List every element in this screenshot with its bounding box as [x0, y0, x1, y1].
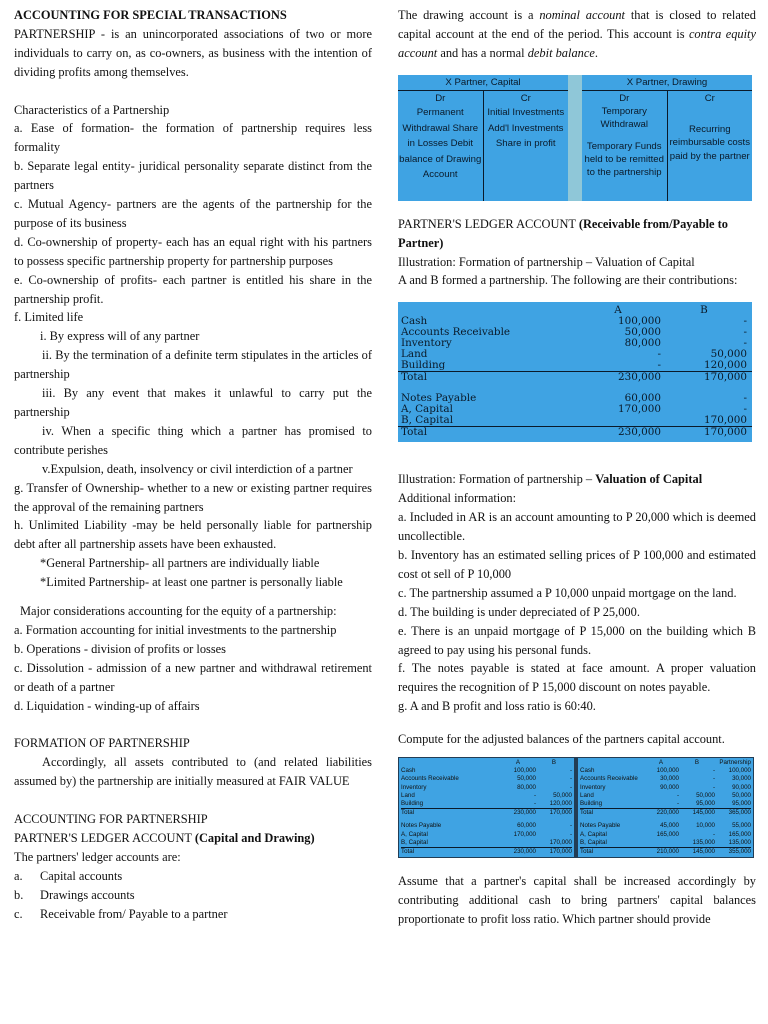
table-row: Notes Payable 45,000 10,000 55,000 — [580, 822, 751, 830]
left-column — [14, 6, 372, 923]
char-b: b. Separate legal entity- juridical personality separate distinct from the partners — [14, 159, 372, 193]
table-row: Building - 120,000 — [401, 800, 572, 808]
char-f-5: v.Expulsion, death, insolvency or civil interdiction of a partner — [42, 461, 353, 476]
table-row: Cash 100,000 - — [401, 315, 747, 328]
ledger-heading-capital: PARTNER'S LEDGER ACCOUNT (Capital and Drawing) — [14, 830, 315, 845]
table-total-row: Total 220,000 145,000 365,000 — [580, 809, 751, 817]
info-item-g: g. A and B profit and loss ratio is 60:40. — [398, 699, 596, 714]
char-h: h. Unlimited Liability -may be held personally liable for partnership debt after all partnership assets have been exhausted. — [14, 518, 372, 552]
major-c: c. Dissolution - admission of a new partner and withdrawal retirement or death of a partner — [14, 660, 372, 694]
drawing-dr-label: Dr — [619, 92, 630, 104]
t-accounts-table — [398, 75, 752, 201]
adjusted-balances-table — [398, 757, 754, 858]
table-total-row: Total 230,000 170,000 — [401, 848, 572, 856]
table-row: Accounts Receivable 50,000 - — [401, 775, 572, 783]
char-a: a. Ease of formation- the formation of partnership requires less formality — [14, 121, 372, 155]
char-d: d. Co-ownership of property- each has an equal right with his partners to possess specific partnership property for partnership purposes — [14, 234, 372, 268]
ledger-intro: The partners' ledger accounts are: — [14, 849, 181, 864]
formation-text: Accordingly, all assets contributed to (and related liabilities assumed by) the partnership are initially measured at FAIR VALUE — [14, 755, 372, 789]
table-total-row: Total 210,000 145,000 355,000 — [580, 848, 751, 856]
char-h-limited: *Limited Partnership- at least one partner is personally liable — [40, 575, 343, 590]
info-item-d: d. The building is under depreciated of P 25,000. — [398, 604, 640, 619]
table-row: Building - 120,000 — [401, 359, 747, 372]
table-row: B, Capital 170,000 — [401, 838, 572, 846]
document-title: ACCOUNTING FOR SPECIAL TRANSACTIONS — [14, 8, 287, 22]
major-d: d. Liquidation - winding-up of affairs — [14, 698, 200, 713]
drawing-account-paragraph: The drawing account is a nominal account that is closed to related capital account at the end of the period. This account is contra equity account and has a normal debit balance. — [398, 8, 756, 60]
ledger-list-item: a. Capital accounts — [14, 868, 123, 883]
table-row: Notes Payable 60,000 - — [401, 392, 747, 405]
major-b: b. Operations - division of profits or losses — [14, 641, 226, 656]
char-f-3: iii. By any event that makes it unlawful to carry put the partnership — [14, 386, 372, 420]
formation-heading: FORMATION OF PARTNERSHIP — [14, 736, 190, 751]
table-row: B, Capital 170,000 — [401, 414, 747, 427]
capital-cr-item: Add'l Investments — [488, 122, 564, 134]
char-h-general: *General Partnership- all partners are individually liable — [40, 556, 320, 571]
capital-t-account — [398, 75, 568, 201]
info-item-c: c. The partnership assumed a P 10,000 unpaid mortgage on the land. — [398, 585, 737, 600]
drawing-dr-item: Temporary Withdrawal — [600, 106, 648, 131]
table-row: Cash 100,000 - 100,000 — [580, 767, 751, 775]
drawing-dr-item: Temporary Funds held to be remitted to the partnership — [584, 140, 664, 178]
illustration-2-heading: Illustration: Formation of partnership – Valuation of Capital — [398, 472, 703, 487]
table-row: Cash 100,000 - — [401, 767, 572, 775]
char-f-4: iv. When a specific thing which a partner has promised to contribute perishes — [14, 423, 372, 457]
char-c: c. Mutual Agency- partners are the agents of the partnership for the purpose of its business — [14, 197, 372, 230]
info-item-e: e. There is an unpaid mortgage of P 15,000 on the building which B agreed to pay using his personal funds. — [398, 623, 756, 657]
info-item-a: a. Included in AR is an account amounting to P 20,000 which is deemed uncollectible. — [398, 510, 756, 544]
illustration-1-heading: Illustration: Formation of partnership – Valuation of Capital — [398, 254, 695, 269]
adjusted-balances-pane: A B Partnership Cash 100,000 - 100,000 Accounts Receivable 30,000 - 30,000 Inventory 90,000 - 90,000 Land - 50,000 50,000 Building - 95,000 95,000 Total 220,000 145,000 365,000 Notes Payable 45,000 10,000 55,000 A, Capital 165,000 - 165,000 B, Capital 135,000 135,000 Total 210,000 145,000 355,000 — [578, 758, 753, 857]
ledger-list-item: c. Receivable from/ Payable to a partner — [14, 906, 228, 921]
info-item-f: f. The notes payable is stated at face amount. A proper valuation requires the recognition of P 15,000 discount on notes payable. — [398, 661, 756, 695]
characteristics-heading: Characteristics of a Partnership — [14, 102, 170, 117]
table-row: Notes Payable 60,000 - — [401, 822, 572, 830]
table-row: B, Capital 135,000 135,000 — [580, 838, 751, 846]
table-row: Accounts Receivable 30,000 - 30,000 — [580, 775, 751, 783]
capital-cr-item: Initial Investments — [487, 107, 565, 119]
drawing-t-account — [582, 75, 752, 201]
contributions-table — [398, 302, 752, 442]
table-row: Land - 50,000 — [401, 791, 572, 799]
accounting-heading: ACCOUNTING FOR PARTNERSHIP — [14, 812, 208, 827]
drawing-cr-items: Recurring reimbursable costs paid by the partner — [669, 124, 750, 162]
capital-dr-label: Dr — [435, 92, 446, 104]
major-heading: Major considerations accounting for the equity of a partnership: — [20, 604, 337, 619]
char-e: e. Co-ownership of profits- each partner is entitled his share in the partnership profit. — [14, 272, 372, 306]
additional-info-label: Additional information: — [398, 491, 517, 506]
right-column — [398, 6, 756, 929]
partnership-definition: PARTNERSHIP - is an unincorporated associations of two or more individuals to carry on, as co-owners, as business with the intention of dividing profits among themselves. — [14, 26, 372, 79]
char-f-2: ii. By the termination of a definite term stipulates in the articles of partnership — [14, 348, 372, 382]
table-row: A, Capital 170,000 - — [401, 830, 572, 838]
char-f-1: i. By express will of any partner — [40, 329, 200, 344]
char-g: g. Transfer of Ownership- whether to a new or existing partner requires the approval of the remaining partners — [14, 480, 372, 514]
table-row: A, Capital 165,000 - 165,000 — [580, 830, 751, 838]
char-f: f. Limited life — [14, 310, 84, 325]
table-row: Land - 50,000 50,000 — [580, 791, 751, 799]
original-balances-pane: A B Cash 100,000 - Accounts Receivable 50,000 - Inventory 80,000 - Land - 50,000 Building - 120,000 Total 230,000 170,000 Notes Payable 60,000 - A, Capital 170,000 - B, Capital 170,000 Total 230,000 170,000 — [399, 758, 574, 857]
capital-cr-item: Share in profit — [495, 138, 556, 150]
table-row: Inventory 80,000 - — [401, 783, 572, 791]
compute-instruction: Compute for the adjusted balances of the partners capital account. — [398, 732, 725, 747]
ledger-heading-receivable: PARTNER'S LEDGER ACCOUNT (Receivable from/Payable to Partner) — [398, 216, 728, 250]
table-row: Inventory 90,000 - 90,000 — [580, 783, 751, 791]
table-row: A, Capital 170,000 - — [401, 403, 747, 416]
table-total-row: Total 230,000 170,000 — [401, 809, 572, 817]
illustration-1-text: A and B formed a partnership. The following are their contributions: — [398, 273, 738, 288]
table-row: Accounts Receivable 50,000 - — [401, 326, 747, 339]
capital-dr-items: Permanent Withdrawal Share in Losses Debit balance of Drawing Account — [399, 107, 482, 181]
table-total-row: Total 230,000 170,000 — [398, 371, 752, 383]
capital-account-title: X Partner, Capital — [398, 75, 568, 91]
table-row: Inventory 80,000 - — [401, 337, 747, 350]
assume-paragraph: Assume that a partner's capital shall be increased accordingly by contributing additional cash to bring partners' capital balances proportionate to profit loss ratio. Which partner should provide — [398, 874, 756, 927]
major-a: a. Formation accounting for initial investments to the partnership — [14, 622, 337, 637]
table-total-row: Total 230,000 170,000 — [398, 426, 752, 438]
table-header-row: A B — [614, 304, 708, 317]
table-row: Building - 95,000 95,000 — [580, 800, 751, 808]
info-item-b: b. Inventory has an estimated selling prices of P 100,000 and estimated cost ot sell of P 10,000 — [398, 547, 756, 581]
capital-cr-label: Cr — [520, 92, 531, 104]
table-row: Land - 50,000 — [401, 348, 747, 361]
drawing-account-title: X Partner, Drawing — [582, 75, 752, 91]
drawing-cr-label: Cr — [704, 92, 715, 104]
ledger-list-item: b. Drawings accounts — [14, 887, 135, 902]
